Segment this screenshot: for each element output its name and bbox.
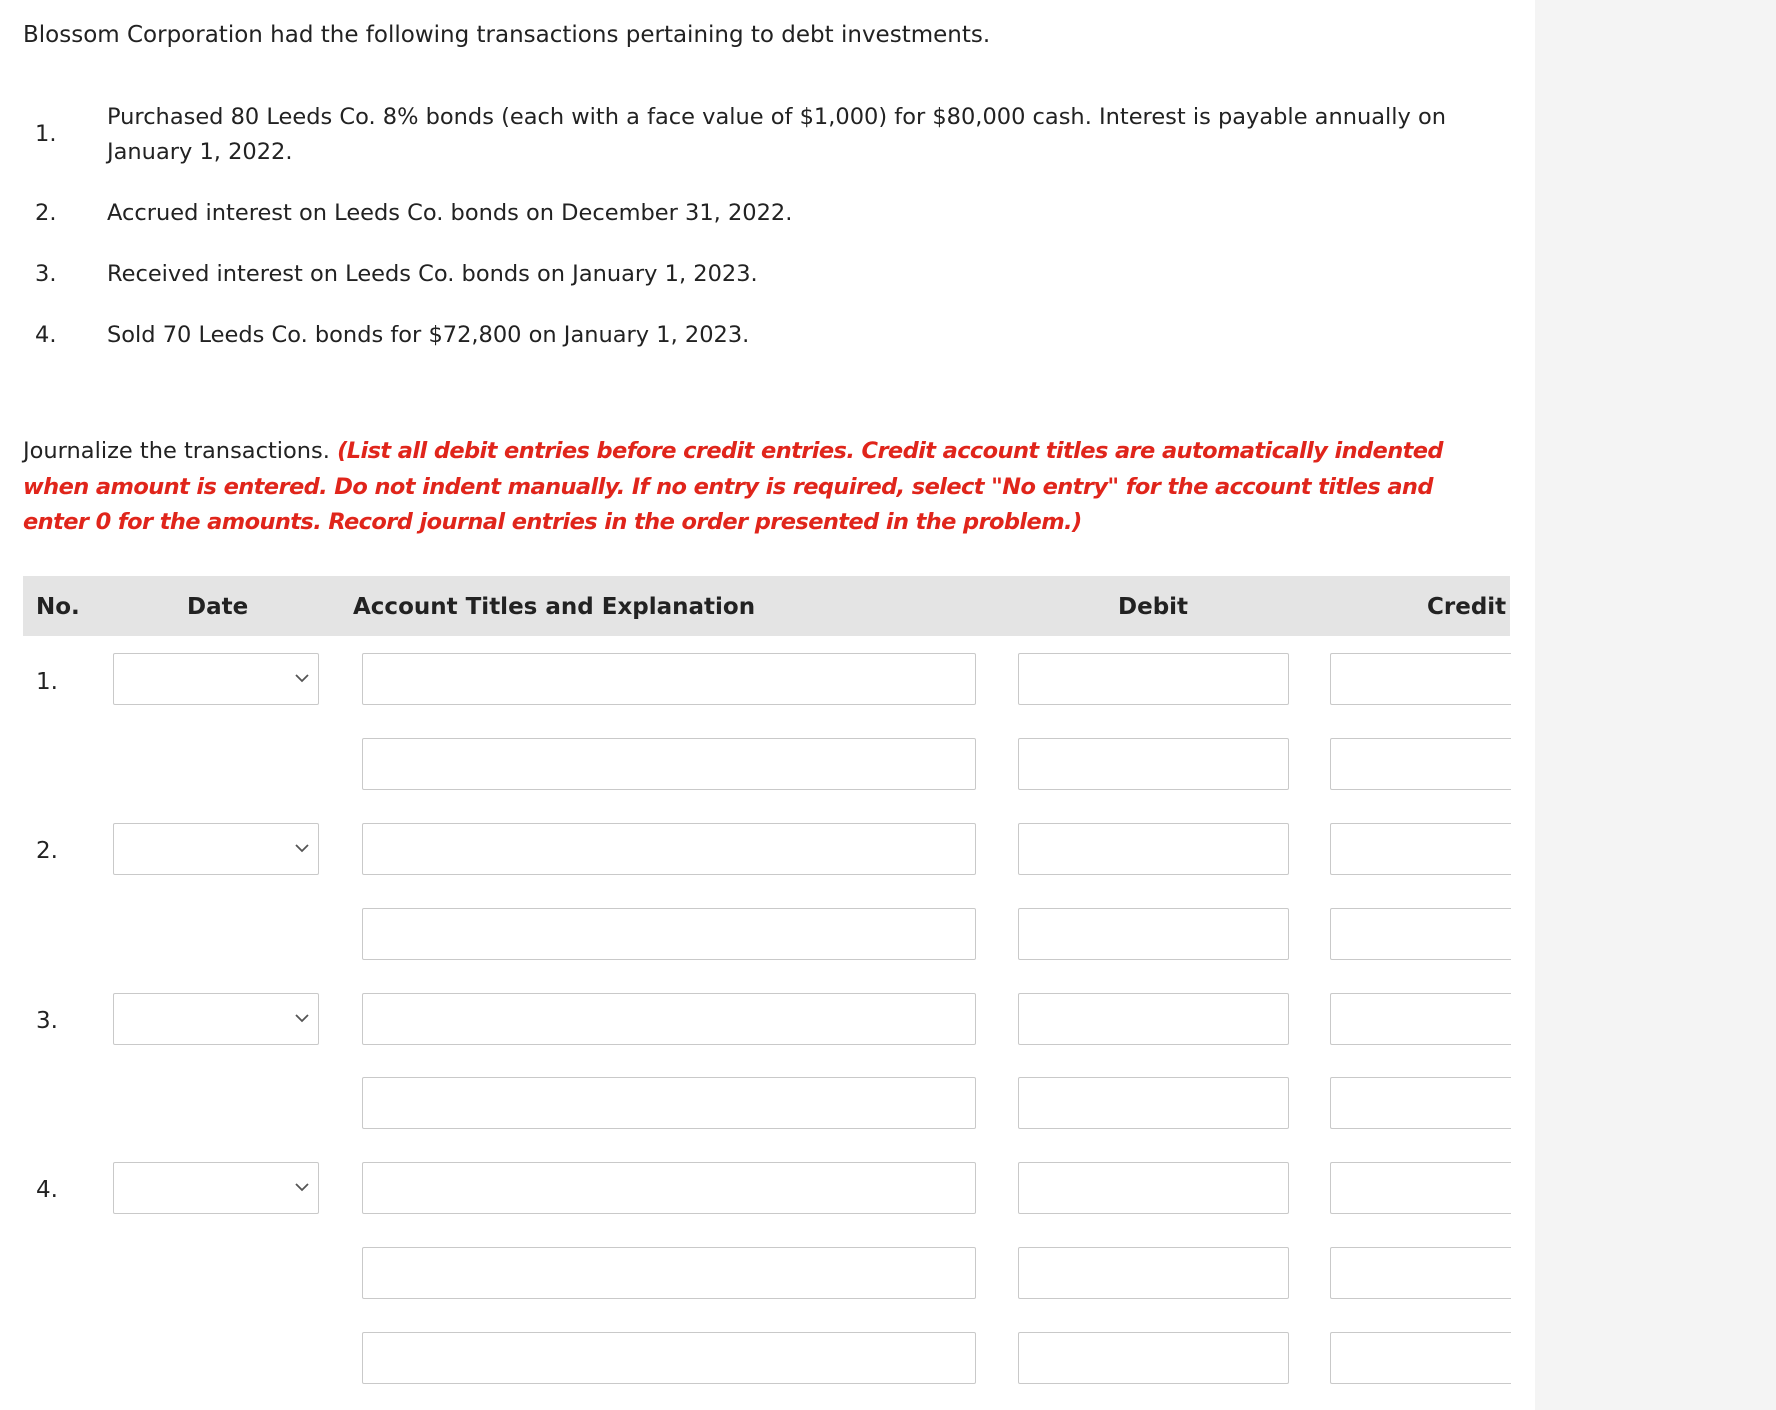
date-dropdown[interactable] (113, 823, 319, 875)
debit-input[interactable] (1018, 908, 1289, 960)
account-title-input[interactable] (362, 993, 976, 1045)
account-title-input[interactable] (362, 1162, 976, 1214)
header-date: Date (187, 594, 249, 620)
debit-input[interactable] (1018, 823, 1289, 875)
header-credit: Credit (1427, 594, 1507, 620)
right-gutter (1535, 0, 1776, 1410)
debit-input[interactable] (1018, 738, 1289, 790)
debit-input[interactable] (1018, 1162, 1289, 1214)
account-title-input[interactable] (362, 908, 976, 960)
debit-input[interactable] (1018, 1077, 1289, 1129)
transaction-text: Received interest on Leeds Co. bonds on January 1, 2023. (107, 261, 758, 287)
chevron-down-icon (295, 673, 309, 683)
date-dropdown[interactable] (113, 1162, 319, 1214)
transaction-text: Accrued interest on Leeds Co. bonds on December 31, 2022. (107, 200, 793, 226)
problem-intro: Blossom Corporation had the following transactions pertaining to debt investments. (23, 22, 991, 48)
credit-input[interactable] (1330, 1077, 1511, 1129)
account-title-input[interactable] (362, 1332, 976, 1384)
entry-number: 3. (36, 1008, 58, 1034)
transaction-number: 1. (35, 121, 57, 147)
chevron-down-icon (295, 1182, 309, 1192)
chevron-down-icon (295, 1013, 309, 1023)
account-title-input[interactable] (362, 653, 976, 705)
debit-input[interactable] (1018, 1247, 1289, 1299)
transaction-number: 4. (35, 322, 57, 348)
transaction-text: Purchased 80 Leeds Co. 8% bonds (each with a face value of $1,000) for $80,000 cash. Interest is payable annually on January 1, 2022. (107, 104, 1447, 165)
credit-input[interactable] (1330, 908, 1511, 960)
journal-table-header (23, 576, 1510, 636)
chevron-down-icon (295, 843, 309, 853)
debit-input[interactable] (1018, 653, 1289, 705)
entry-number: 1. (36, 669, 58, 695)
instructions-note: (List all debit entries before credit entries. Credit account titles are automatically indented when amount is entered. Do not indent manually. If no entry is required, select "No entry" for the account titles and enter 0 for the amounts. Record journal entries in the order presented in the problem.) (23, 438, 1443, 535)
instructions-lead: Journalize the transactions. (23, 438, 330, 464)
debit-input[interactable] (1018, 1332, 1289, 1384)
entry-number: 2. (36, 838, 58, 864)
credit-input[interactable] (1330, 1247, 1511, 1299)
header-no: No. (36, 594, 80, 620)
account-title-input[interactable] (362, 738, 976, 790)
transaction-number: 3. (35, 261, 57, 287)
credit-input[interactable] (1330, 1162, 1511, 1214)
credit-input[interactable] (1330, 738, 1511, 790)
date-dropdown[interactable] (113, 993, 319, 1045)
header-debit: Debit (1118, 594, 1189, 620)
credit-input[interactable] (1330, 823, 1511, 875)
credit-input[interactable] (1330, 653, 1511, 705)
transaction-number: 2. (35, 200, 57, 226)
credit-input[interactable] (1330, 1332, 1511, 1384)
journal-instructions (23, 434, 1493, 541)
entry-number: 4. (36, 1177, 58, 1203)
account-title-input[interactable] (362, 1077, 976, 1129)
header-account: Account Titles and Explanation (353, 594, 756, 620)
credit-input[interactable] (1330, 993, 1511, 1045)
account-title-input[interactable] (362, 1247, 976, 1299)
debit-input[interactable] (1018, 993, 1289, 1045)
transaction-text: Sold 70 Leeds Co. bonds for $72,800 on January 1, 2023. (107, 322, 750, 348)
account-title-input[interactable] (362, 823, 976, 875)
date-dropdown[interactable] (113, 653, 319, 705)
